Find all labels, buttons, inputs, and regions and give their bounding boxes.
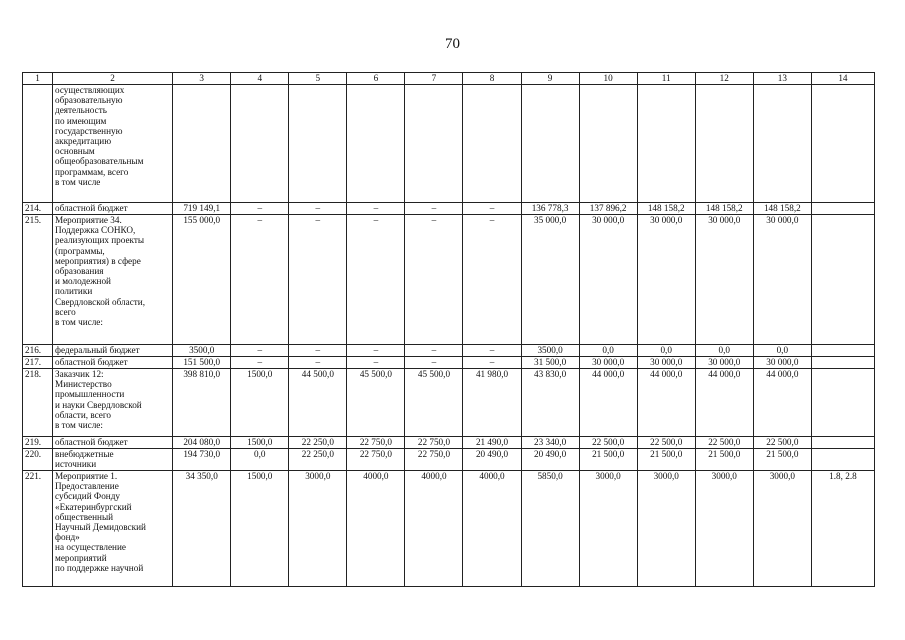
item-name-cell: областной бюджет <box>53 203 173 215</box>
value-cell <box>753 85 811 203</box>
value-cell: 44 000,0 <box>753 369 811 437</box>
row-number-cell: 220. <box>23 449 53 471</box>
value-cell: 30 000,0 <box>579 215 637 345</box>
table-row <box>23 357 875 369</box>
value-cell: 30 000,0 <box>753 357 811 369</box>
value-cell: 22 500,0 <box>695 437 753 449</box>
table-row <box>23 215 875 345</box>
value-cell: – <box>347 203 405 215</box>
value-cell: – <box>231 345 289 357</box>
value-cell: – <box>231 215 289 345</box>
value-cell: – <box>231 203 289 215</box>
column-header: 13 <box>753 73 811 85</box>
item-name-cell: внебюджетные источники <box>53 449 173 471</box>
value-cell: 45 500,0 <box>347 369 405 437</box>
value-cell: 3000,0 <box>695 471 753 587</box>
value-cell: 0,0 <box>231 449 289 471</box>
value-cell: 44 000,0 <box>637 369 695 437</box>
value-cell: 21 500,0 <box>753 449 811 471</box>
value-cell <box>811 215 874 345</box>
value-cell: 22 750,0 <box>347 449 405 471</box>
value-cell: 41 980,0 <box>463 369 521 437</box>
value-cell: – <box>289 357 347 369</box>
value-cell: 1.8, 2.8 <box>811 471 874 587</box>
value-cell: 43 830,0 <box>521 369 579 437</box>
value-cell <box>811 369 874 437</box>
value-cell: 3500,0 <box>173 345 231 357</box>
value-cell: – <box>463 203 521 215</box>
value-cell: 0,0 <box>753 345 811 357</box>
value-cell: 44 000,0 <box>579 369 637 437</box>
value-cell: 151 500,0 <box>173 357 231 369</box>
value-cell: 22 250,0 <box>289 437 347 449</box>
value-cell: 23 340,0 <box>521 437 579 449</box>
value-cell <box>289 85 347 203</box>
value-cell: 5850,0 <box>521 471 579 587</box>
value-cell <box>811 449 874 471</box>
row-number-cell: 221. <box>23 471 53 587</box>
budget-table <box>22 72 875 587</box>
value-cell: 148 158,2 <box>637 203 695 215</box>
value-cell <box>811 345 874 357</box>
value-cell: 3000,0 <box>579 471 637 587</box>
value-cell: 22 500,0 <box>753 437 811 449</box>
row-number-cell: 218. <box>23 369 53 437</box>
value-cell <box>695 85 753 203</box>
value-cell: 21 490,0 <box>463 437 521 449</box>
row-number-cell: 214. <box>23 203 53 215</box>
value-cell <box>463 85 521 203</box>
column-header: 11 <box>637 73 695 85</box>
value-cell <box>811 357 874 369</box>
value-cell: – <box>405 203 463 215</box>
column-header: 6 <box>347 73 405 85</box>
value-cell: 137 896,2 <box>579 203 637 215</box>
value-cell <box>811 437 874 449</box>
value-cell: – <box>405 345 463 357</box>
value-cell: – <box>463 357 521 369</box>
value-cell: 3000,0 <box>753 471 811 587</box>
table-row <box>23 471 875 587</box>
value-cell: 136 778,3 <box>521 203 579 215</box>
value-cell: – <box>347 345 405 357</box>
value-cell: – <box>289 203 347 215</box>
value-cell: – <box>231 357 289 369</box>
value-cell: 0,0 <box>695 345 753 357</box>
value-cell: 398 810,0 <box>173 369 231 437</box>
value-cell: 22 750,0 <box>405 437 463 449</box>
column-header: 4 <box>231 73 289 85</box>
value-cell: 1500,0 <box>231 369 289 437</box>
value-cell: 0,0 <box>579 345 637 357</box>
value-cell: 44 500,0 <box>289 369 347 437</box>
value-cell: 1500,0 <box>231 437 289 449</box>
value-cell: – <box>289 215 347 345</box>
value-cell: – <box>405 215 463 345</box>
value-cell: – <box>289 345 347 357</box>
table-row <box>23 369 875 437</box>
value-cell: 0,0 <box>637 345 695 357</box>
item-name-cell: Заказчик 12: Министерство промышленности и науки Свердловской области, всего в том числе: <box>53 369 173 437</box>
value-cell: 21 500,0 <box>637 449 695 471</box>
value-cell: 45 500,0 <box>405 369 463 437</box>
value-cell: 4000,0 <box>347 471 405 587</box>
value-cell: 4000,0 <box>463 471 521 587</box>
value-cell: – <box>405 357 463 369</box>
row-number-cell: 216. <box>23 345 53 357</box>
value-cell: – <box>347 357 405 369</box>
value-cell <box>231 85 289 203</box>
value-cell <box>811 203 874 215</box>
value-cell: 35 000,0 <box>521 215 579 345</box>
column-header: 3 <box>173 73 231 85</box>
value-cell: 3500,0 <box>521 345 579 357</box>
row-number-cell: 219. <box>23 437 53 449</box>
value-cell: 30 000,0 <box>579 357 637 369</box>
value-cell <box>347 85 405 203</box>
row-number-cell <box>23 85 53 203</box>
column-header: 10 <box>579 73 637 85</box>
item-name-cell: федеральный бюджет <box>53 345 173 357</box>
value-cell: 31 500,0 <box>521 357 579 369</box>
item-name-cell: Мероприятие 34. Поддержка СОНКО, реализующих проекты (программы, мероприятия) в сфере образования и молодежной политики Свердловской области, всего в том числе: <box>53 215 173 345</box>
column-header: 5 <box>289 73 347 85</box>
value-cell <box>637 85 695 203</box>
column-header: 14 <box>811 73 874 85</box>
value-cell: 719 149,1 <box>173 203 231 215</box>
table-row <box>23 85 875 203</box>
value-cell: 194 730,0 <box>173 449 231 471</box>
column-header: 2 <box>53 73 173 85</box>
value-cell <box>579 85 637 203</box>
item-name-cell: областной бюджет <box>53 357 173 369</box>
value-cell: 30 000,0 <box>637 357 695 369</box>
value-cell: 3000,0 <box>637 471 695 587</box>
value-cell: 148 158,2 <box>753 203 811 215</box>
table-row <box>23 203 875 215</box>
value-cell: 30 000,0 <box>637 215 695 345</box>
table-row <box>23 345 875 357</box>
value-cell: 30 000,0 <box>695 215 753 345</box>
value-cell: – <box>463 215 521 345</box>
item-name-cell: Мероприятие 1. Предоставление субсидий Фонду «Екатеринбургский общественный Научный Демидовский фонд» на осуществление мероприятий по поддержке научной <box>53 471 173 587</box>
row-number-cell: 215. <box>23 215 53 345</box>
value-cell: – <box>463 345 521 357</box>
value-cell: 21 500,0 <box>695 449 753 471</box>
table-row <box>23 437 875 449</box>
value-cell <box>173 85 231 203</box>
value-cell: 44 000,0 <box>695 369 753 437</box>
value-cell: 34 350,0 <box>173 471 231 587</box>
table-row <box>23 449 875 471</box>
value-cell: 30 000,0 <box>753 215 811 345</box>
column-header: 12 <box>695 73 753 85</box>
value-cell: 22 250,0 <box>289 449 347 471</box>
value-cell <box>405 85 463 203</box>
value-cell: 22 750,0 <box>347 437 405 449</box>
value-cell: – <box>347 215 405 345</box>
value-cell: 148 158,2 <box>695 203 753 215</box>
value-cell <box>811 85 874 203</box>
value-cell: 1500,0 <box>231 471 289 587</box>
value-cell: 22 500,0 <box>579 437 637 449</box>
page-number: 70 <box>445 36 460 52</box>
column-header: 8 <box>463 73 521 85</box>
value-cell: 22 750,0 <box>405 449 463 471</box>
value-cell: 20 490,0 <box>463 449 521 471</box>
value-cell: 204 080,0 <box>173 437 231 449</box>
value-cell: 20 490,0 <box>521 449 579 471</box>
value-cell: 21 500,0 <box>579 449 637 471</box>
item-name-cell: областной бюджет <box>53 437 173 449</box>
value-cell <box>521 85 579 203</box>
item-name-cell: осуществляющих образовательную деятельность по имеющим государственную аккредитацию основным общеобразовательным программам, всего в том числе <box>53 85 173 203</box>
value-cell: 155 000,0 <box>173 215 231 345</box>
value-cell: 22 500,0 <box>637 437 695 449</box>
column-header: 1 <box>23 73 53 85</box>
column-header: 7 <box>405 73 463 85</box>
column-header: 9 <box>521 73 579 85</box>
row-number-cell: 217. <box>23 357 53 369</box>
value-cell: 3000,0 <box>289 471 347 587</box>
value-cell: 30 000,0 <box>695 357 753 369</box>
header-row <box>23 73 875 85</box>
value-cell: 4000,0 <box>405 471 463 587</box>
